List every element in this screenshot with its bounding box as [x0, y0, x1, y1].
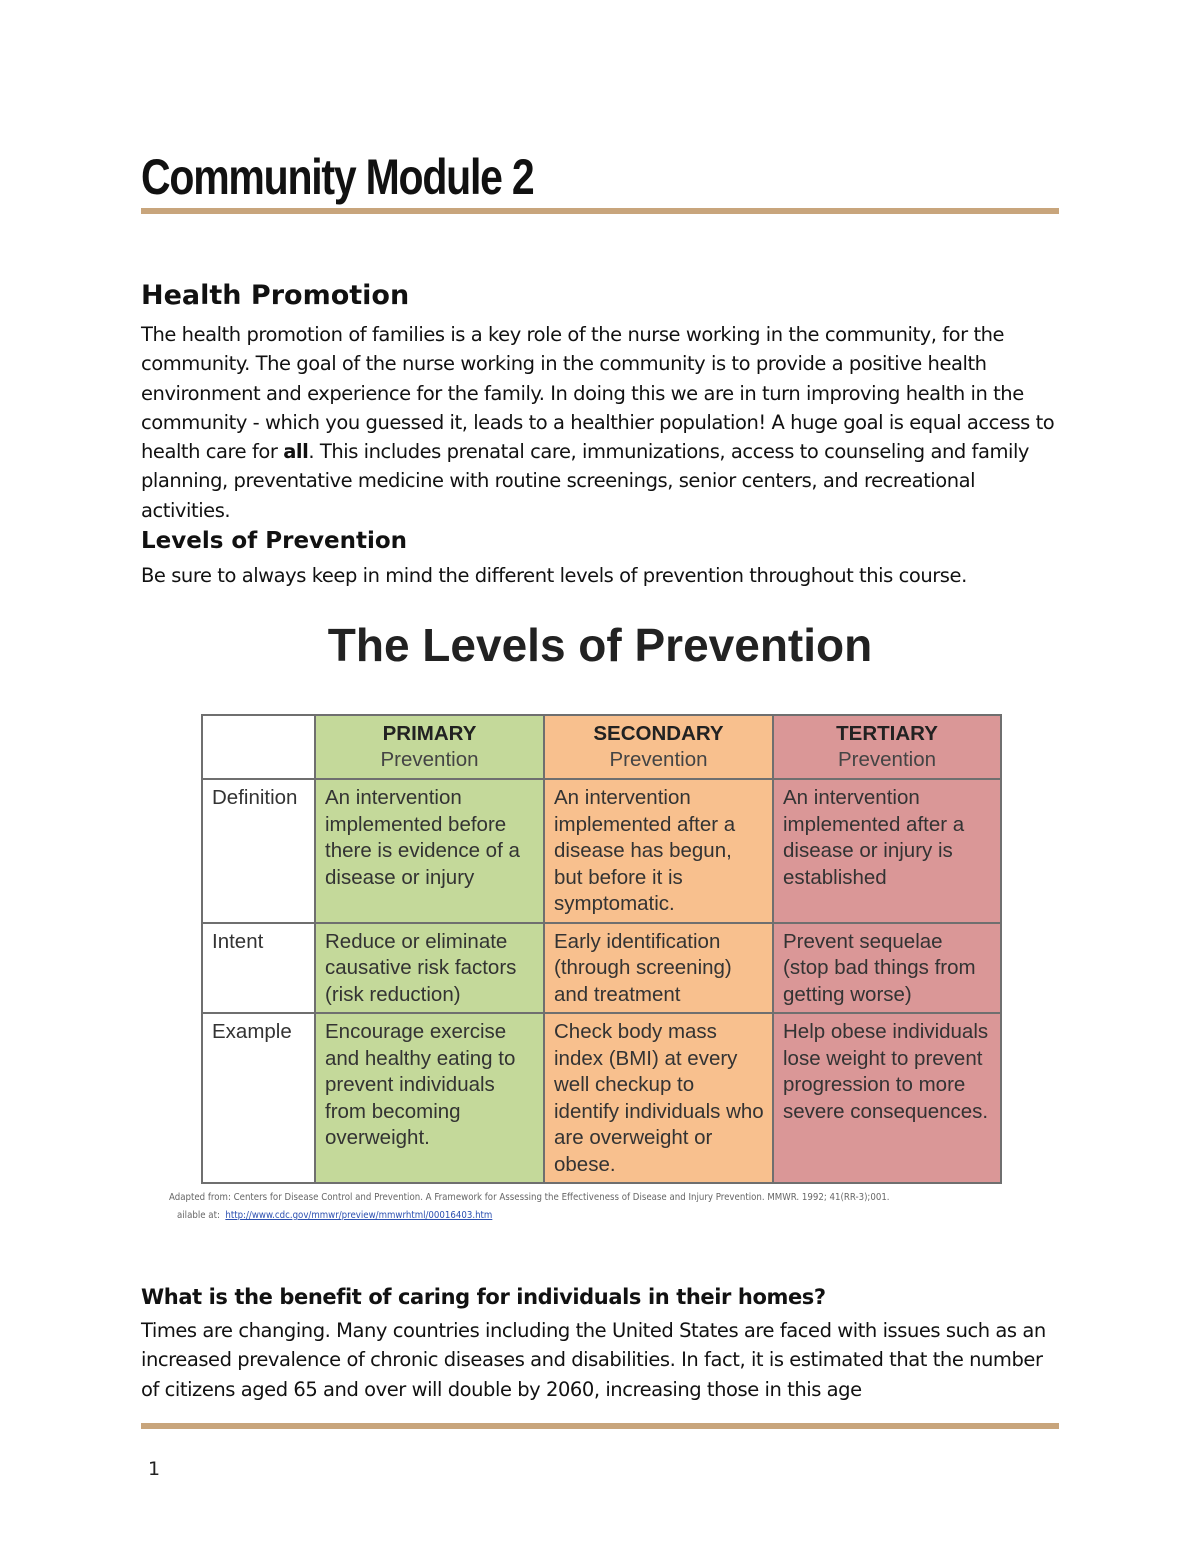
- citation-prefix: ailable at:: [177, 1210, 220, 1221]
- row-label: Intent: [202, 923, 315, 1014]
- home-care-paragraph: Times are changing. Many countries including the United States are faced with issues such as an increased prevalence of chronic diseases and disabilities. In fact, it is estimated that the number of citizens aged 65 and over will double by 2060, increasing those in this age: [141, 1319, 1046, 1401]
- health-promotion-paragraph: [141, 320, 1061, 525]
- table-cell: Help obese individuals lose weight to prevent progression to more severe consequences.: [773, 1013, 1001, 1183]
- document-title: Community Module 2: [141, 149, 534, 205]
- section-heading-home-care: What is the benefit of caring for individuals in their homes?: [141, 1285, 826, 1309]
- figure-title: The Levels of Prevention: [327, 619, 873, 671]
- section-heading-health-promotion: Health Promotion: [141, 280, 410, 311]
- row-label: Definition: [202, 779, 315, 923]
- table-cell: An intervention implemented after a disease has begun, but before it is symptomatic.: [544, 779, 773, 923]
- figure-citation: [169, 1189, 1049, 1225]
- paragraph-text-start: The health promotion of families is a key role of the nurse working in the community, for the community. The goal of the nurse working in the community is to provide a positive health environment and experience for the family. In doing this we are in turn improving health in the community - which you guessed it, leads to a healthier population! A huge goal is equal access to health care for: [141, 323, 1055, 464]
- table-cell: Prevent sequelae (stop bad things from getting worse): [773, 923, 1001, 1014]
- level-subtitle: Prevention: [380, 748, 479, 771]
- level-name: SECONDARY: [593, 721, 724, 745]
- table-row-definition: [202, 779, 1001, 923]
- header-rule: [141, 208, 1059, 214]
- row-label: Example: [202, 1013, 315, 1183]
- footer-rule: [141, 1423, 1059, 1429]
- citation-source: Adapted from: Centers for Disease Control and Prevention. A Framework for Assessing the Effectiveness of Disease and Injury Prevention. MMWR. 1992; 41(RR-3);001.: [169, 1192, 890, 1203]
- header-secondary: [544, 715, 773, 779]
- page-number: 1: [148, 1458, 161, 1480]
- table-cell: An intervention implemented after a disease or injury is established: [773, 779, 1001, 923]
- table-cell: Reduce or eliminate causative risk factors (risk reduction): [315, 923, 544, 1014]
- citation-availability: [169, 1207, 1049, 1225]
- header-primary: [315, 715, 544, 779]
- header-tertiary: [773, 715, 1001, 779]
- table-cell: Check body mass index (BMI) at every well checkup to identify individuals who are overweight or obese.: [544, 1013, 773, 1183]
- level-name: TERTIARY: [836, 721, 938, 745]
- levels-of-prevention-paragraph: Be sure to always keep in mind the different levels of prevention throughout this course.: [141, 564, 967, 587]
- table-cell: Encourage exercise and healthy eating to prevent individuals from becoming overweight.: [315, 1013, 544, 1183]
- level-subtitle: Prevention: [609, 748, 708, 771]
- table-row-example: [202, 1013, 1001, 1183]
- level-name: PRIMARY: [382, 721, 477, 745]
- header-corner-cell: [202, 715, 315, 779]
- paragraph-text-end: . This includes prenatal care, immunizations, access to counseling and family planning, preventative medicine with routine screenings, senior centers, and recreational activities.: [141, 440, 1030, 522]
- emphasis-all: all: [283, 440, 309, 464]
- section-heading-levels-of-prevention: Levels of Prevention: [141, 528, 408, 554]
- levels-of-prevention-table: [201, 714, 1002, 1184]
- citation-link[interactable]: http://www.cdc.gov/mmwr/preview/mmwrhtml/00016403.htm: [225, 1210, 493, 1221]
- table-row-intent: [202, 923, 1001, 1014]
- table-cell: An intervention implemented before there is evidence of a disease or injury: [315, 779, 544, 923]
- level-subtitle: Prevention: [837, 748, 936, 771]
- table-header-row: [202, 715, 1001, 779]
- table-cell: Early identification (through screening) and treatment: [544, 923, 773, 1014]
